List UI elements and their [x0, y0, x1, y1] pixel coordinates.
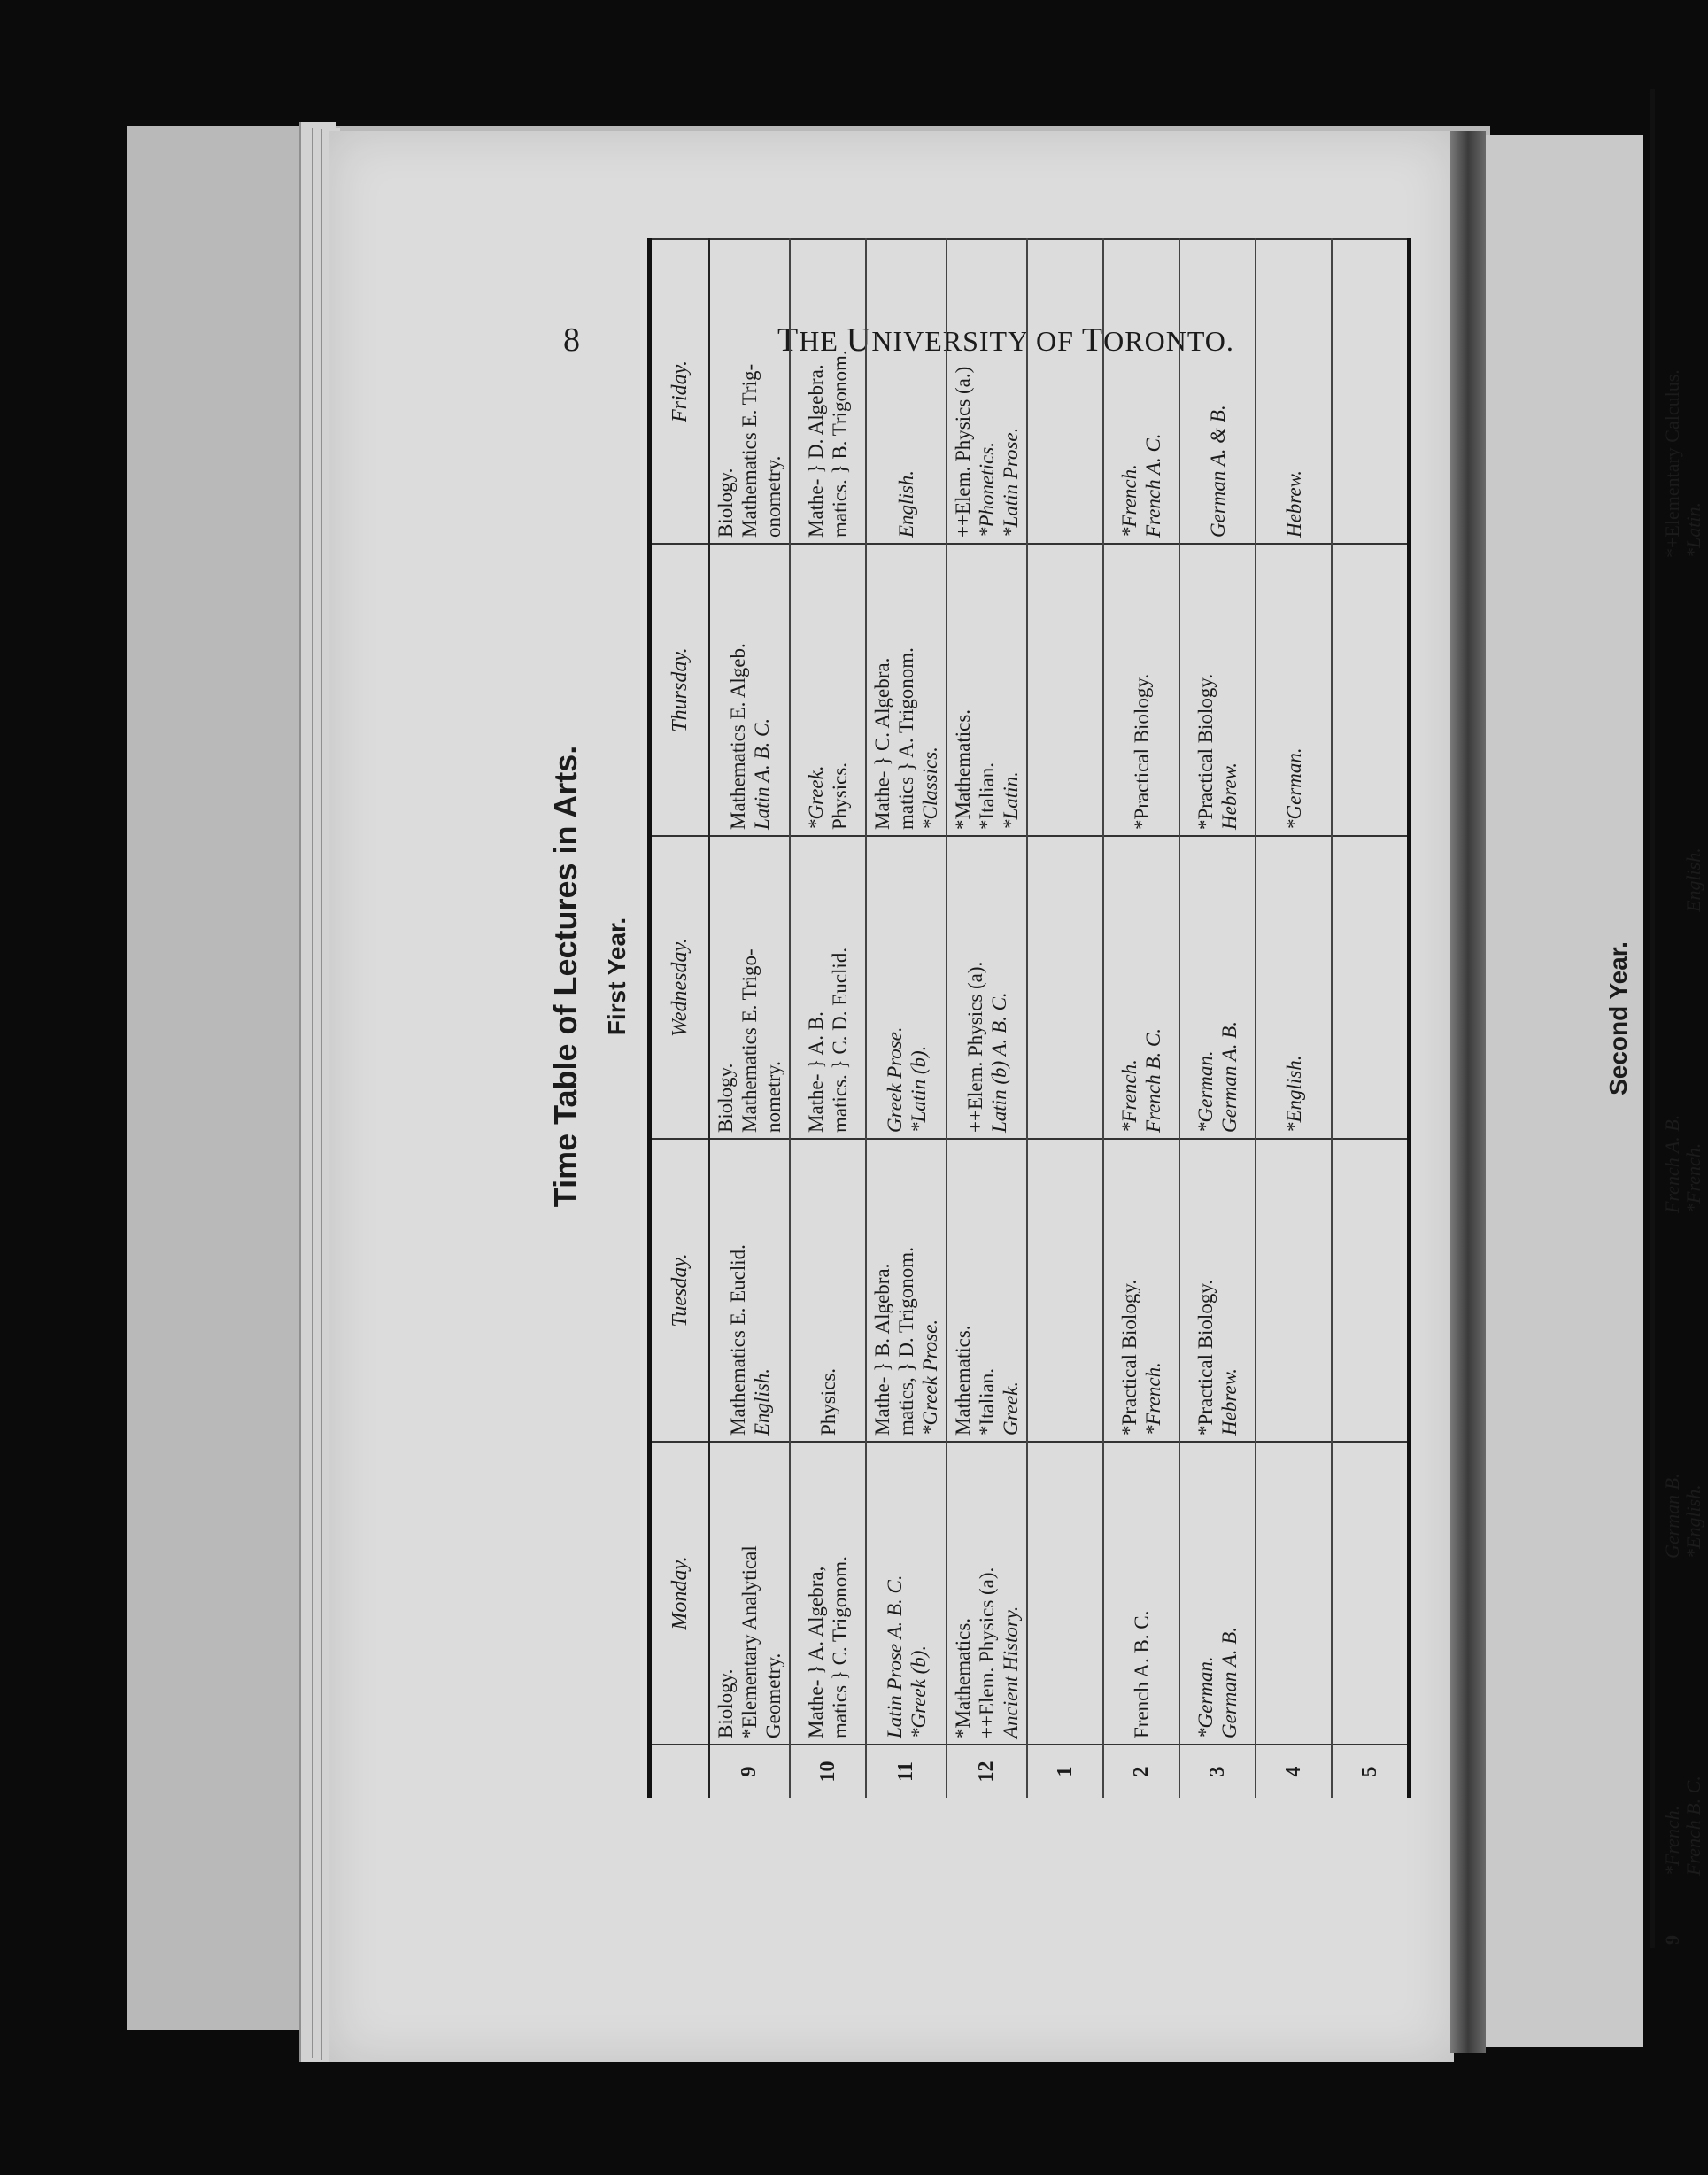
cell-line: Geometry. — [762, 1653, 784, 1738]
hour-cell: 9 — [1661, 1935, 1683, 1945]
hour-cell: 3 — [1179, 1745, 1256, 1798]
cell-line: Mathematics E. Algeb. — [726, 643, 749, 830]
lecture-cell — [1179, 239, 1256, 544]
hour-cell: 2 — [1103, 1745, 1179, 1798]
cell-line: French A. B. C. — [1130, 1610, 1153, 1738]
cell-line: matics } C. Trigonom. — [829, 1556, 851, 1738]
lecture-cell — [1027, 239, 1103, 544]
lecture-cell — [1179, 1139, 1256, 1442]
day-header: Tuesday. — [650, 1139, 710, 1442]
lecture-cell — [1179, 1442, 1256, 1745]
table-row — [1332, 239, 1410, 1798]
table-row — [866, 239, 947, 1798]
lecture-cell — [1332, 239, 1410, 544]
cell-line: *Italian. — [976, 1368, 998, 1436]
day-header: Friday. — [650, 239, 710, 544]
timetable — [647, 238, 1411, 1798]
lecture-cell — [1027, 1139, 1103, 1442]
hour-cell: 12 — [947, 1745, 1027, 1798]
lecture-cell — [1027, 1442, 1103, 1745]
second-year-title: Second Year. — [1604, 941, 1632, 1095]
lecture-cell — [947, 836, 1027, 1139]
cell-line: Mathematics E. Trigo- — [738, 948, 761, 1133]
hour-cell: 1 — [1027, 1745, 1103, 1798]
cell-line: Greek Prose. — [883, 1026, 906, 1133]
cell-line: English. — [895, 469, 917, 538]
cell-line: *Latin (b). — [907, 1045, 930, 1133]
cell-line: Mathematics. — [952, 1325, 974, 1436]
day-header: Monday. — [650, 1442, 710, 1745]
table-row — [1256, 239, 1332, 1798]
lecture-cell — [866, 1139, 947, 1442]
lecture-cell — [1027, 544, 1103, 836]
cell-line: Hebrew. — [1218, 762, 1240, 830]
lecture-cell — [947, 239, 1027, 544]
cell-line: *German. — [1194, 1050, 1217, 1133]
cell-line: *Greek (b). — [907, 1645, 930, 1738]
lecture-cell — [1332, 1442, 1410, 1745]
lecture-cell — [1332, 1139, 1410, 1442]
cell-line: German A. B. — [1218, 1020, 1240, 1133]
cell-line: *French. — [1661, 1805, 1683, 1876]
lecture-cell — [947, 1442, 1027, 1745]
cell-line: *Classics. — [919, 747, 941, 830]
cell-line: French A. C. — [1142, 433, 1164, 538]
lecture-cell — [709, 836, 790, 1139]
cell-line: *Mathematics. — [952, 1617, 974, 1738]
cell-line: *French. — [1118, 1059, 1140, 1133]
cell-line: *Latin Prose. — [1000, 427, 1022, 538]
cell-line: Greek. — [1000, 1381, 1022, 1436]
table-row — [790, 239, 866, 1798]
cell-line: ++Elem. Physics (a.) — [952, 366, 974, 538]
cell-line: French B. C. — [1142, 1028, 1164, 1133]
cell-line: *English. — [1682, 1484, 1704, 1559]
cell-line: matics. } B. Trigonom. — [829, 350, 851, 538]
cell-line: Mathe- } A. Algebra, — [805, 1566, 827, 1738]
cell-line: matics, } D. Trigonom. — [895, 1247, 917, 1436]
cell-line: Mathe- } C. Algebra. — [871, 657, 893, 830]
lecture-cell — [1256, 239, 1332, 544]
cell-line: Latin A. B. C. — [750, 717, 773, 830]
lecture-cell — [1332, 544, 1410, 836]
lecture-cell — [790, 836, 866, 1139]
cell-line: *German. — [1282, 747, 1305, 830]
cell-line: German A. & B. — [1206, 405, 1229, 538]
lecture-cell — [1027, 836, 1103, 1139]
hour-cell: 10 — [790, 1745, 866, 1798]
rotated-timetable — [498, 155, 1381, 1798]
lecture-cell — [866, 1442, 947, 1745]
cell-line: Physics. — [829, 762, 851, 830]
cell-line: Mathe- } B. Algebra. — [871, 1263, 893, 1436]
lecture-cell — [1256, 1442, 1332, 1745]
cell-line: Mathematics E. Euclid. — [726, 1244, 749, 1436]
page-number: 8 — [563, 321, 580, 359]
lecture-cell — [709, 1442, 790, 1745]
table-header-row — [650, 239, 710, 1798]
cell-line: Biology. — [715, 1668, 737, 1738]
lecture-cell — [790, 544, 866, 836]
lecture-cell — [790, 1139, 866, 1442]
lecture-cell — [790, 1442, 866, 1745]
cell-line: *Practical Biology. — [1118, 1279, 1140, 1436]
cell-line: nometry. — [762, 1061, 784, 1133]
cell-line: German A. B. — [1218, 1626, 1240, 1738]
table-row — [1103, 239, 1179, 1798]
cell-line: French A. B. — [1661, 1114, 1683, 1213]
cell-line: *Practical Biology. — [1194, 1279, 1217, 1436]
page-subtitle: First Year. — [603, 917, 630, 1036]
cell-line: *Latin. — [1682, 502, 1704, 558]
cell-line: onometry. — [762, 455, 784, 538]
book-gutter — [1450, 131, 1486, 2053]
table-row — [1027, 239, 1103, 1798]
cell-line: *Practical Biology. — [1130, 673, 1153, 830]
lecture-cell — [1103, 1442, 1179, 1745]
cell-line: Latin (b) A. B. C. — [987, 992, 1010, 1133]
lecture-cell — [1256, 544, 1332, 836]
cell-line: Biology. — [715, 468, 737, 538]
table-row — [1179, 239, 1256, 1798]
lecture-cell — [866, 544, 947, 836]
cell-line: Biology. — [715, 1063, 737, 1133]
cell-line: *Greek Prose. — [919, 1319, 941, 1436]
table-row — [947, 239, 1027, 1798]
lecture-cell — [1179, 836, 1256, 1139]
hour-cell: 9 — [709, 1745, 790, 1798]
lecture-cell — [866, 836, 947, 1139]
hour-cell: 5 — [1332, 1745, 1410, 1798]
hour-cell: 11 — [866, 1745, 947, 1798]
lecture-cell — [1103, 239, 1179, 544]
day-header: Wednesday. — [650, 836, 710, 1139]
lecture-cell — [947, 544, 1027, 836]
timetable-body — [709, 239, 1410, 1798]
cell-line: *Latin. — [1000, 771, 1022, 830]
cell-line: Mathe- } D. Algebra. — [805, 364, 827, 538]
lecture-cell — [866, 239, 947, 544]
cell-line: ++Elem. Physics (a). — [963, 961, 986, 1133]
cell-line: ++Elem. Physics (a). — [976, 1567, 998, 1738]
lecture-cell — [1179, 544, 1256, 836]
cell-line: *English. — [1282, 1055, 1305, 1133]
cell-line: Ancient History. — [1000, 1606, 1022, 1738]
cell-line: English. — [1682, 848, 1704, 912]
lecture-cell — [947, 1139, 1027, 1442]
second-year-fragment — [1597, 89, 1704, 1948]
cell-line: *Greek. — [805, 765, 827, 830]
running-head: THE UNIVERSITY OF TORONTO. — [777, 321, 1234, 359]
lecture-cell — [1103, 544, 1179, 836]
cell-line: *+Elementary Calculus. — [1661, 369, 1683, 558]
cell-line: *Practical Biology. — [1194, 673, 1217, 830]
cell-line: *Phonetics. — [976, 442, 998, 538]
cell-line: German B. — [1661, 1473, 1683, 1559]
cell-line: Latin Prose A. B. C. — [883, 1575, 906, 1738]
lecture-cell — [1256, 1139, 1332, 1442]
lecture-cell — [1256, 836, 1332, 1139]
hour-cell: 4 — [1256, 1745, 1332, 1798]
cell-line: Physics. — [816, 1367, 839, 1436]
cell-line: *German. — [1194, 1656, 1217, 1738]
cell-line: English. — [750, 1367, 773, 1436]
cell-line: Mathe- } A. B. — [805, 1011, 827, 1133]
cell-line: *French. — [1118, 464, 1140, 538]
table-row — [709, 239, 790, 1798]
lecture-cell — [1332, 836, 1410, 1139]
hour-header — [650, 1745, 710, 1798]
lecture-cell — [709, 239, 790, 544]
cell-line: Mathematics E. Trig- — [738, 363, 761, 538]
cell-line: *Elementary Analytical — [738, 1545, 761, 1738]
lecture-cell — [790, 239, 866, 544]
lecture-cell — [1103, 836, 1179, 1139]
cell-line: Hebrew. — [1218, 1367, 1240, 1436]
lecture-cell — [709, 1139, 790, 1442]
second-year-row — [1650, 89, 1708, 1948]
lecture-cell — [709, 544, 790, 836]
cell-line: *Mathematics. — [952, 708, 974, 830]
cell-line: *French. — [1142, 1362, 1164, 1436]
cell-line: Hebrew. — [1282, 469, 1305, 538]
cell-line: *Italian. — [976, 762, 998, 830]
cell-line: *French. — [1682, 1142, 1704, 1213]
cell-line: matics } A. Trigonom. — [895, 647, 917, 830]
cell-line: matics. } C. D. Euclid. — [829, 947, 851, 1133]
page-title: Time Table of Lectures in Arts. — [547, 745, 584, 1208]
cell-line: French B. C. — [1682, 1776, 1704, 1876]
lecture-cell — [1103, 1139, 1179, 1442]
day-header: Thursday. — [650, 544, 710, 836]
